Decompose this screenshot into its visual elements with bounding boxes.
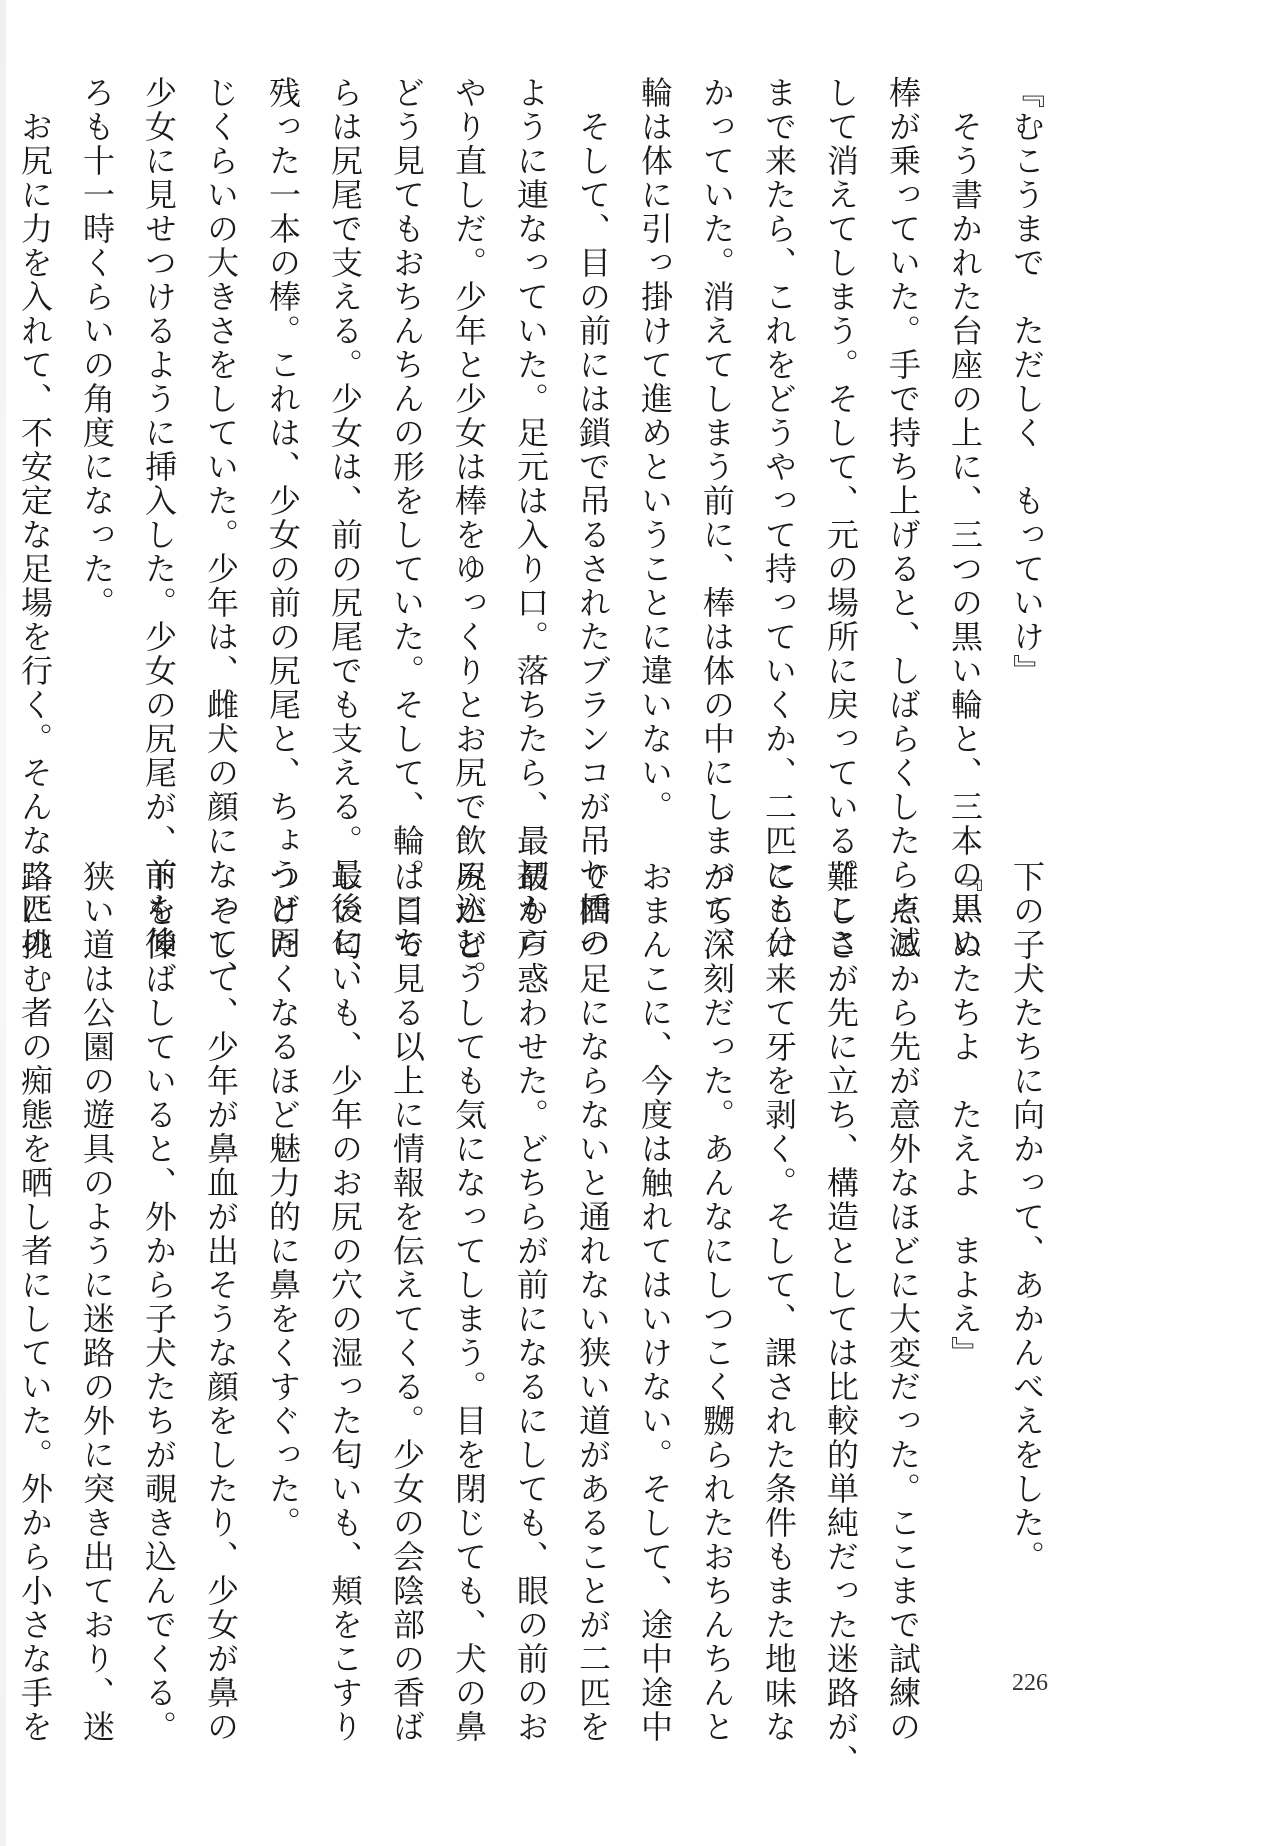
text-line: らは尻尾で支える。少女は、前の尻尾でも支える。最後に、 <box>326 76 364 994</box>
text-line: つけたくなるほど魅力的に鼻をくすぐった。 <box>264 860 302 1540</box>
upper-text-block <box>16 76 1050 994</box>
text-line: 難しさが先に立ち、構造としては比較的単純だった迷路が、 <box>822 860 860 1778</box>
text-line: まで来たら、これをどうやって持っていくか、二匹にも分 <box>760 76 798 960</box>
text-line: ここに来て牙を剥く。そして、課された条件もまた地味な <box>760 860 798 1744</box>
text-line: 路に挑む者の痴態を晒し者にしていた。外から小さな手を <box>16 860 54 1744</box>
text-line: 輪は体に引っ掛けて進めということに違いない。 <box>636 76 674 824</box>
text-line: は目で見る以上に情報を伝えてくる。少女の会陰部の香ば <box>388 860 426 1744</box>
text-line: おまんこに、今度は触れてはいけない。そして、途中途中 <box>636 860 674 1744</box>
text-line: がら深刻だった。あんなにしつこく嬲られたおちんちんと <box>698 860 736 1744</box>
text-line: して消えてしまう。そして、元の場所に戻っている。ここ <box>822 76 860 960</box>
text-line: 少女に見せつけるように挿入した。少女の尻尾が、前も後 <box>140 76 178 960</box>
text-line: 下の子犬たちに向かって、あかんべえをした。 <box>1008 860 1046 1574</box>
text-line: 狭い道は公園の遊具のように迷路の外に突き出ており、迷 <box>78 860 116 1744</box>
text-line: そして、少年が鼻血が出そうな顔をしたり、少女が鼻の <box>202 860 240 1744</box>
text-line: ろも十一時くらいの角度になった。 <box>78 76 116 620</box>
text-line: そこから先が意外なほどに大変だった。ここまで試練の <box>884 860 922 1744</box>
text-line: 尻がどうしても気になってしまう。目を閉じても、犬の鼻 <box>450 860 488 1744</box>
text-line: 下を伸ばしていると、外から子犬たちが覗き込んでくる。 <box>140 860 178 1744</box>
text-line: どう見てもおちんちんの形をしていた。そして、輪。こち <box>388 76 426 960</box>
text-line: で四つ足にならないと通れない狭い道があることが二匹を <box>574 860 612 1744</box>
text-line: そして、目の前には鎖で吊るされたブランコが吊り橋の <box>574 76 612 960</box>
text-line: 棒が乗っていた。手で持ち上げると、しばらくしたら点滅 <box>884 76 922 960</box>
text-line: ように連なっていた。足元は入り口。落ちたら、最初から <box>512 76 550 960</box>
text-line: 『むこうまで ただしく もっていけ』 <box>1008 76 1046 688</box>
text-line: お尻に力を入れて、不安定な足場を行く。そんな二匹の <box>16 76 54 960</box>
text-line: 最も戸惑わせた。どちらが前になるにしても、眼の前のお <box>512 860 550 1744</box>
page-edge <box>0 0 6 1846</box>
text-line: 残った一本の棒。これは、少女の前の尻尾と、ちょうど同 <box>264 76 302 960</box>
text-line: しい匂いも、少年のお尻の穴の湿った匂いも、頬をこすり <box>326 860 364 1744</box>
text-line: じくらいの大きさをしていた。少年は、雌犬の顔になって、 <box>202 76 240 994</box>
text-line: 『いぬたちよ たえよ まよえ』 <box>946 860 984 1370</box>
text-line: そう書かれた台座の上に、三つの黒い輪と、三本の黒い <box>946 76 984 960</box>
text-line: やり直しだ。少年と少女は棒をゆっくりとお尻で飲み込む。 <box>450 76 488 994</box>
page-number: 226 <box>1012 1670 1048 1696</box>
text-line: かっていた。消えてしまう前に、棒は体の中にしまって、 <box>698 76 736 960</box>
